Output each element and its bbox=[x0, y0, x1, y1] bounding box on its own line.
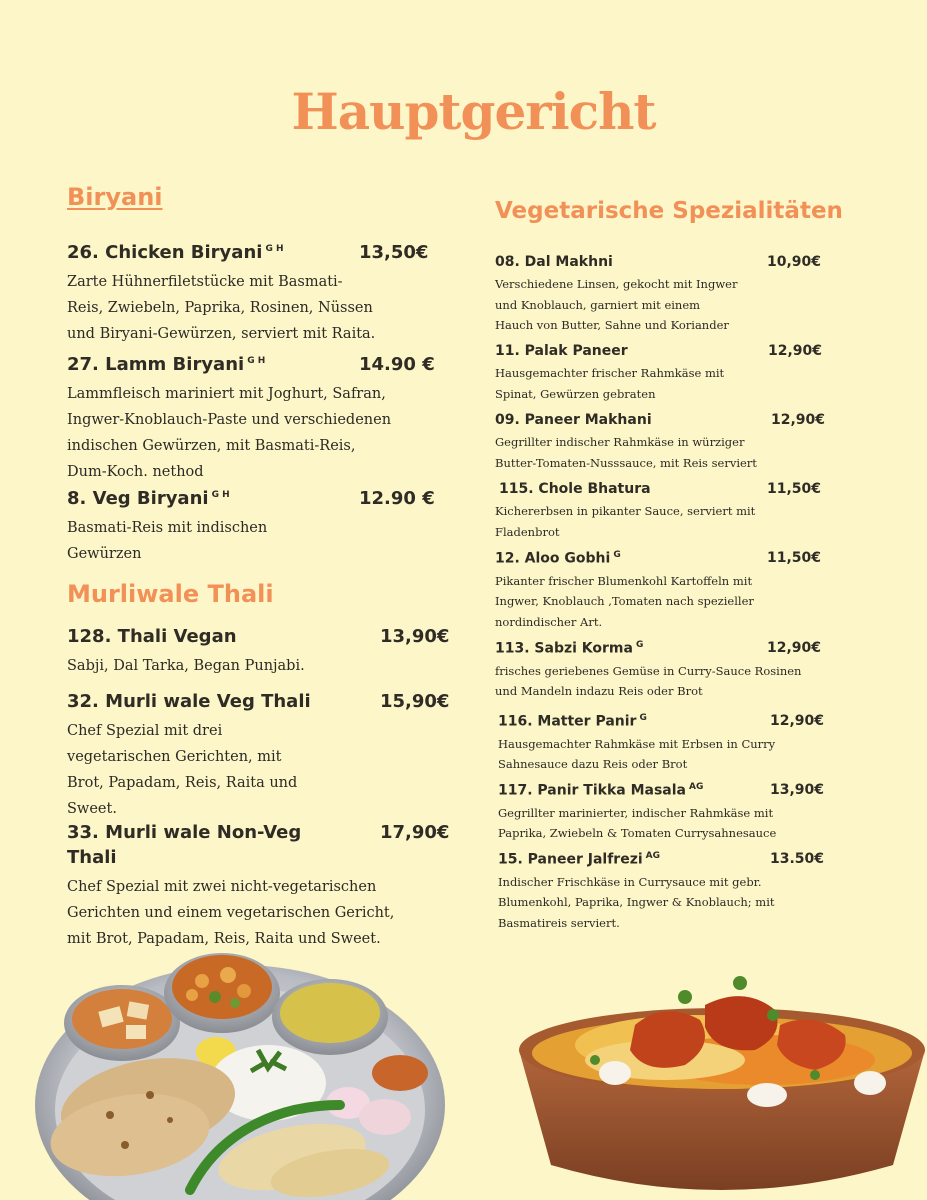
section-heading-thali: Murliwale Thali bbox=[67, 580, 274, 608]
item-desc-line: Ingwer, Knoblauch ,Tomaten nach spezieller bbox=[495, 594, 754, 609]
item-desc-line: mit Brot, Papadam, Reis, Raita und Sweet. bbox=[67, 931, 381, 947]
menu-item bbox=[498, 713, 898, 775]
item-name: 27. Lamm Biryani bbox=[67, 354, 245, 375]
item-name: 11. Palak Paneer bbox=[495, 343, 628, 359]
item-name: 15. Paneer Jalfrezi bbox=[498, 851, 643, 868]
allergen-tag: G bbox=[613, 550, 621, 560]
item-desc-line: Ingwer-Knoblauch-Paste und verschiedenen bbox=[67, 412, 392, 428]
menu-item bbox=[495, 640, 915, 702]
menu-item bbox=[495, 343, 895, 404]
item-desc-line: Basmatireis serviert. bbox=[498, 915, 620, 930]
item-name: 115. Chole Bhatura bbox=[499, 481, 651, 497]
item-desc-line: Zarte Hühnerfiletstücke mit Basmati- bbox=[67, 274, 343, 290]
item-desc-line: Fladenbrot bbox=[495, 524, 560, 539]
item-desc-line: und Biryani-Gewürzen, serviert mit Raita. bbox=[67, 326, 376, 342]
menu-item bbox=[498, 782, 898, 844]
item-price: 15,90€ bbox=[380, 691, 450, 712]
item-name: 08. Dal Makhni bbox=[495, 254, 613, 270]
menu-item bbox=[67, 354, 447, 485]
item-name: 12. Aloo Gobhi bbox=[495, 550, 611, 567]
section-heading-vegetarian: Vegetarische Spezialitäten bbox=[495, 198, 843, 224]
item-name: 09. Paneer Makhani bbox=[495, 412, 652, 428]
item-name: 128. Thali Vegan bbox=[67, 626, 237, 647]
item-desc-line: nordindischer Art. bbox=[495, 614, 603, 629]
item-price: 12.90 € bbox=[359, 488, 435, 509]
item-price: 12,90€ bbox=[770, 713, 825, 729]
item-desc-line: und Mandeln indazu Reis oder Brot bbox=[495, 684, 703, 699]
allergen-tag: AG bbox=[689, 782, 704, 792]
item-desc-line: Sweet. bbox=[67, 801, 117, 817]
item-price: 11,50€ bbox=[767, 481, 822, 497]
item-desc-line: Gegrillter indischer Rahmkäse in würziger bbox=[495, 435, 745, 449]
menu-item bbox=[67, 626, 457, 679]
item-desc-line: Butter-Tomaten-Nusssauce, mit Reis serviert bbox=[495, 455, 757, 470]
item-name: 8. Veg Biryani bbox=[67, 488, 209, 509]
item-name: 33. Murli wale Non-Veg bbox=[67, 822, 302, 843]
item-price: 12,90€ bbox=[768, 343, 823, 359]
item-desc-line: Reis, Zwiebeln, Paprika, Rosinen, Nüssen bbox=[67, 300, 373, 316]
item-desc-line: Hauch von Butter, Sahne und Koriander bbox=[495, 318, 729, 332]
page-title: Hauptgericht bbox=[291, 82, 656, 141]
item-price: 13,90€ bbox=[380, 626, 450, 647]
item-desc-line: und Knoblauch, garniert mit einem bbox=[495, 297, 701, 312]
item-desc-line: Gewürzen bbox=[67, 546, 142, 562]
item-desc-line: Hausgemachter Rahmkäse mit Erbsen in Curry bbox=[498, 736, 776, 751]
menu-item bbox=[498, 851, 898, 933]
menu-item bbox=[67, 822, 457, 952]
item-desc-line: Chef Spezial mit zwei nicht-vegetarischen bbox=[67, 879, 377, 895]
item-desc-line: Kichererbsen in pikanter Sauce, serviert mit bbox=[495, 504, 756, 518]
item-price: 12,90€ bbox=[771, 412, 826, 428]
item-name-cont: Thali bbox=[67, 847, 117, 868]
item-price: 12,90€ bbox=[767, 640, 822, 656]
item-desc-line: Paprika, Zwiebeln & Tomaten Currysahnesauce bbox=[498, 826, 777, 841]
item-desc-line: Basmati-Reis mit indischen bbox=[67, 520, 268, 536]
item-desc-line: Dum-Koch. nethod bbox=[67, 464, 204, 480]
item-desc-line: Indischer Frischkäse in Currysauce mit gebr. bbox=[498, 874, 762, 889]
item-price: 13,90€ bbox=[770, 782, 825, 798]
allergen-tag: G bbox=[639, 713, 647, 723]
menu-item bbox=[495, 254, 895, 336]
item-price: 13,50€ bbox=[359, 242, 429, 263]
item-price: 11,50€ bbox=[767, 550, 822, 566]
menu-item bbox=[67, 488, 447, 567]
item-name: 26. Chicken Biryani bbox=[67, 242, 263, 263]
menu-item bbox=[495, 412, 895, 473]
allergen-tag: G bbox=[635, 640, 644, 650]
item-name: 116. Matter Panir bbox=[498, 713, 637, 730]
allergen-tag: AG bbox=[645, 851, 660, 861]
item-price: 17,90€ bbox=[380, 822, 450, 843]
item-desc-line: frisches geriebenes Gemüse in Curry-Sauce Rosinen bbox=[495, 663, 802, 678]
item-price: 13.50€ bbox=[770, 851, 825, 867]
item-desc-line: Sahnesauce dazu Reis oder Brot bbox=[498, 757, 688, 772]
menu-item bbox=[495, 481, 899, 542]
item-desc-line: Chef Spezial mit drei bbox=[67, 723, 223, 739]
item-desc-line: Pikanter frischer Blumenkohl Kartoffeln mit bbox=[495, 573, 753, 588]
menu-item bbox=[67, 691, 457, 822]
item-price: 10,90€ bbox=[767, 254, 822, 270]
item-desc-line: Lammfleisch mariniert mit Joghurt, Safran, bbox=[67, 386, 386, 402]
item-desc-line: Gegrillter marinierter, indischer Rahmkäse mit bbox=[498, 805, 774, 820]
item-price: 14.90 € bbox=[359, 354, 435, 375]
biryani-bowl-photo bbox=[515, 965, 927, 1200]
item-name: 32. Murli wale Veg Thali bbox=[67, 691, 311, 712]
allergen-tag: G H bbox=[247, 356, 266, 366]
item-desc-line: vegetarischen Gerichten, mit bbox=[67, 749, 282, 765]
menu-item bbox=[67, 242, 447, 347]
item-desc-line: Blumenkohl, Paprika, Ingwer & Knoblauch; mit bbox=[498, 895, 775, 910]
item-desc-line: Spinat, Gewürzen gebraten bbox=[495, 386, 656, 401]
item-desc-line: Gerichten und einem vegetarischen Gericht, bbox=[67, 905, 395, 921]
item-desc-line: indischen Gewürzen, mit Basmati-Reis, bbox=[67, 438, 356, 454]
allergen-tag: G H bbox=[265, 244, 284, 254]
item-name: 117. Panir Tikka Masala bbox=[498, 782, 686, 799]
thali-plate-photo bbox=[30, 945, 450, 1200]
allergen-tag: G H bbox=[211, 490, 230, 500]
item-desc-line: Verschiedene Linsen, gekocht mit Ingwer bbox=[495, 277, 738, 291]
item-desc-line: Sabji, Dal Tarka, Began Punjabi. bbox=[67, 658, 305, 674]
item-name: 113. Sabzi Korma bbox=[495, 640, 633, 657]
item-desc-line: Brot, Papadam, Reis, Raita und bbox=[67, 775, 298, 791]
item-desc-line: Hausgemachter frischer Rahmkäse mit bbox=[495, 366, 725, 380]
section-heading-biryani: Biryani bbox=[67, 183, 163, 211]
menu-item bbox=[495, 550, 895, 632]
